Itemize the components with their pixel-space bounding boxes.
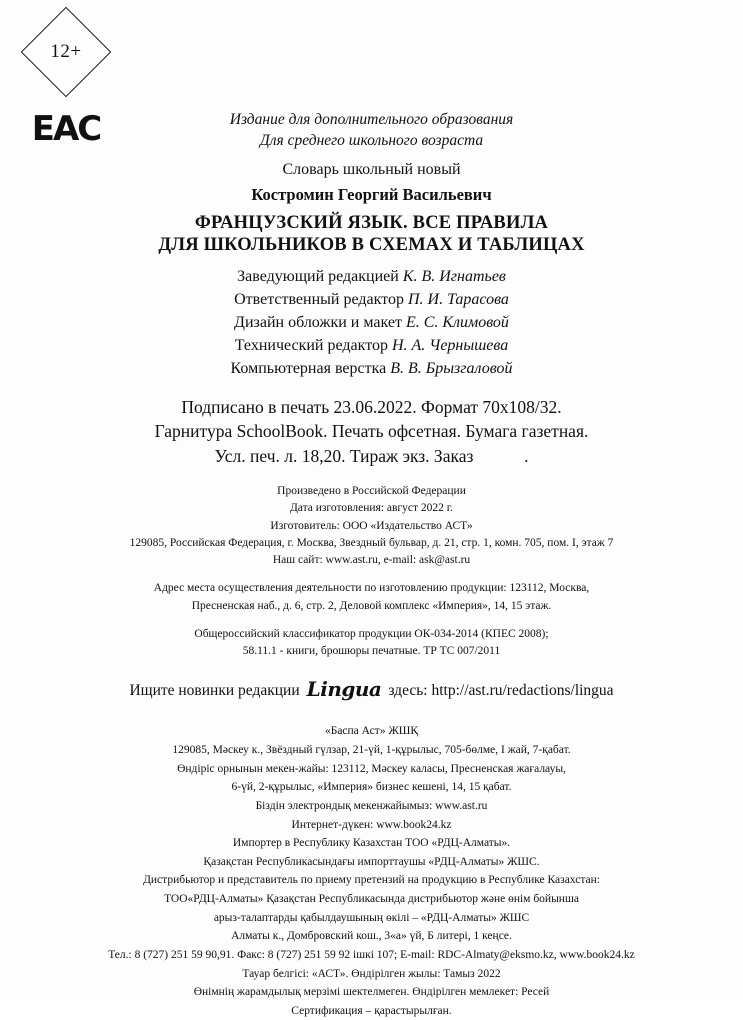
book-title-line-1: ФРАНЦУЗСКИЙ ЯЗЫК. ВСЕ ПРАВИЛА bbox=[194, 212, 549, 233]
produced-in: Произведено в Российской Федерации bbox=[277, 485, 466, 498]
manufacture-date: Дата изготовления: август 2022 г. bbox=[289, 502, 454, 515]
kz-line-12: Тел.: 8 (727) 251 59 90,91. Факс: 8 (727) 251 59 92 ішкі 107; E-mail: RDC-Almaty@eksmo.kz, www.book24.kz bbox=[108, 948, 635, 961]
kz-line-10: арыз-талаптарды қабылдаушының өкілі – «РДЦ-Алматы» ЖШС bbox=[213, 911, 530, 924]
print-run-prefix: Усл. печ. л. 18,20. Тираж bbox=[214, 446, 399, 467]
credit-row bbox=[60, 265, 683, 288]
manufacturer-address: 129085, Российская Федерация, г. Москва, Звездный бульвар, д. 21, стр. 1, комн. 705, пом. I, этаж 7 bbox=[129, 536, 614, 549]
credit-role: Технический редактор bbox=[234, 337, 388, 355]
credit-row bbox=[60, 288, 683, 311]
credit-role: Ответственный редактор bbox=[234, 290, 404, 308]
credit-row bbox=[60, 357, 683, 380]
imprint-details bbox=[60, 483, 683, 660]
credit-name: К. В. Игнатьев bbox=[402, 267, 506, 285]
print-line-1: Подписано в печать 23.06.2022. Формат 70x108/32. bbox=[181, 396, 562, 417]
credit-name: Е. С. Климовой bbox=[405, 314, 509, 332]
series-name: Словарь школьный новый bbox=[282, 160, 461, 178]
lingua-link[interactable]: здесь: http://ast.ru/redactions/lingua bbox=[388, 681, 614, 699]
order-prefix: экз. Заказ bbox=[402, 446, 474, 467]
activity-address-line-1: Адрес места осуществления деятельности по изготовлению продукции: 123112, Москва, bbox=[153, 582, 590, 595]
credit-role: Заведующий редакцией bbox=[237, 267, 399, 285]
kz-line-14: Өнімнің жарамдылық мерзімі шектелмеген. Өндірілген мемлекет: Ресей bbox=[193, 986, 550, 999]
kz-company: «Баспа Аст» ЖШҚ bbox=[324, 725, 419, 738]
kz-line-9: ТОО«РДЦ-Алматы» Қазақстан Республикасында дистрибьютор және өнім бойынша bbox=[164, 893, 579, 905]
print-line-3-end: . bbox=[524, 446, 529, 467]
lingua-prefix: Ищите новинки редакции bbox=[129, 681, 300, 699]
kz-line-13: Тауар белгісі: «АСТ». Өндірілген жылы: Тамыз 2022 bbox=[242, 967, 501, 980]
kz-line-7: Қазақстан Республикасындағы импорттаушы «РДЦ-Алматы» ЖШС. bbox=[203, 855, 540, 868]
lingua-logo: Lingua bbox=[306, 677, 382, 702]
kz-line-15: Сертификация – қарастырылған. bbox=[291, 1004, 452, 1017]
imprint-content bbox=[60, 110, 683, 1020]
book-title-line-2: ДЛЯ ШКОЛЬНИКОВ В СХЕМАХ И ТАБЛИЦАХ bbox=[158, 235, 585, 256]
kz-line-6: Импортер в Республику Казахстан ТОО «РДЦ-Алматы». bbox=[232, 837, 511, 850]
credit-name: П. И. Тарасова bbox=[407, 290, 509, 308]
kz-line-8: Дистрибьютор и представитель по приему претензий на продукцию в Республике Казахстан: bbox=[143, 874, 600, 887]
credits-list bbox=[60, 265, 683, 381]
lingua-promo-line bbox=[60, 676, 683, 704]
edition-line-2: Для среднего школьного возраста bbox=[259, 131, 484, 149]
credit-name: В. В. Брызгаловой bbox=[390, 360, 513, 378]
print-details bbox=[60, 395, 683, 470]
kz-line-11: Алматы к., Домбровский кош., 3«а» үй, Б литері, 1 кеңсе. bbox=[231, 930, 512, 943]
kz-line-2: Өндіріс орнынын мекен-жайы: 123112, Мәскеу каласы, Пресненская жағалауы, bbox=[177, 762, 566, 775]
author-name: Костромин Георгий Васильевич bbox=[251, 185, 492, 205]
kazakh-imprint-block bbox=[60, 722, 683, 1020]
kz-line-1: 129085, Мәскеу к., Звёздный гүлзар, 21-үй, 1-құрылыс, 705-бөлме, І жай, 7-қабат. bbox=[172, 744, 571, 756]
kz-line-4: Біздін электрондық мекенжайымыз: www.ast.ru bbox=[255, 799, 488, 812]
credit-role: Компьютерная верстка bbox=[230, 360, 387, 378]
age-rating-badge bbox=[21, 7, 112, 98]
kz-line-3: 6-үй, 2-құрылыс, «Империя» бизнес кешені, 14, 15 қабат. bbox=[231, 781, 512, 794]
age-rating-label: 12+ bbox=[50, 41, 82, 62]
print-line-3 bbox=[60, 444, 683, 469]
classifier-line-2: 58.11.1 - книги, брошюры печатные. ТР ТС 007/2011 bbox=[242, 645, 501, 658]
credit-role: Дизайн обложки и макет bbox=[234, 314, 402, 332]
kz-line-5: Интернет-дүкен: www.book24.kz bbox=[291, 818, 452, 831]
eac-conformity-mark: EAC bbox=[31, 109, 101, 149]
classifier-line-1: Общероссийский классификатор продукции ОК-034-2014 (КПЕС 2008); bbox=[194, 627, 549, 640]
website-email: Наш сайт: www.ast.ru, e-mail: ask@ast.ru bbox=[272, 554, 471, 567]
credit-name: Н. А. Чернышева bbox=[391, 337, 509, 355]
credit-row bbox=[60, 311, 683, 334]
print-line-2: Гарнитура SchoolBook. Печать офсетная. Бумага газетная. bbox=[154, 421, 589, 442]
credit-row bbox=[60, 334, 683, 357]
edition-line-1: Издание для дополнительного образования bbox=[229, 111, 514, 128]
manufacturer: Изготовитель: ООО «Издательство АСТ» bbox=[270, 519, 473, 532]
activity-address-line-2: Пресненская наб., д. 6, стр. 2, Деловой комплекс «Империя», 14, 15 этаж. bbox=[191, 599, 552, 612]
